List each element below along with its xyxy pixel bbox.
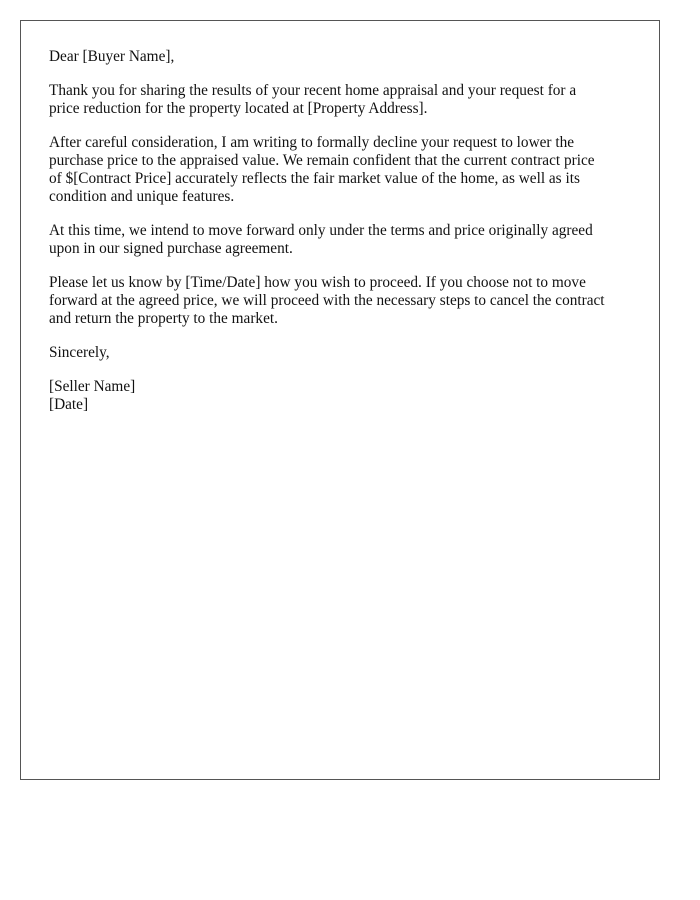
paragraph-terms	[49, 222, 641, 258]
paragraph-line: Please let us know by [Time/Date] how you wish to proceed. If you choose not to move	[49, 274, 586, 291]
paragraph-line: After careful consideration, I am writing to formally decline your request to lower the	[49, 134, 575, 151]
paragraph-line: upon in our signed purchase agreement.	[49, 240, 293, 257]
paragraph-line: At this time, we intend to move forward only under the terms and price originally agreed	[49, 222, 593, 239]
paragraph-line: condition and unique features.	[49, 188, 235, 205]
paragraph-decline	[49, 134, 641, 206]
signature-block	[49, 378, 641, 414]
paragraph-appraisal-thanks	[49, 82, 641, 118]
paragraph-line: Thank you for sharing the results of your recent home appraisal and your request for a	[49, 82, 577, 99]
paragraph-line: of $[Contract Price] accurately reflects the fair market value of the home, as well as its	[49, 170, 580, 187]
salutation-text: Dear [Buyer Name],	[49, 48, 175, 65]
paragraph-next-steps	[49, 274, 641, 328]
letter-body	[49, 48, 641, 414]
closing-text: Sincerely,	[49, 344, 110, 361]
closing	[49, 344, 641, 362]
signature-date: [Date]	[49, 396, 89, 413]
paragraph-line: and return the property to the market.	[49, 310, 278, 327]
paragraph-line: purchase price to the appraised value. We remain confident that the current contract price	[49, 152, 595, 169]
paragraph-line: forward at the agreed price, we will proceed with the necessary steps to cancel the contract	[49, 292, 605, 309]
paragraph-line: price reduction for the property located at [Property Address].	[49, 100, 428, 117]
salutation	[49, 48, 641, 66]
letter-page	[20, 20, 660, 780]
signature-name: [Seller Name]	[49, 378, 136, 395]
